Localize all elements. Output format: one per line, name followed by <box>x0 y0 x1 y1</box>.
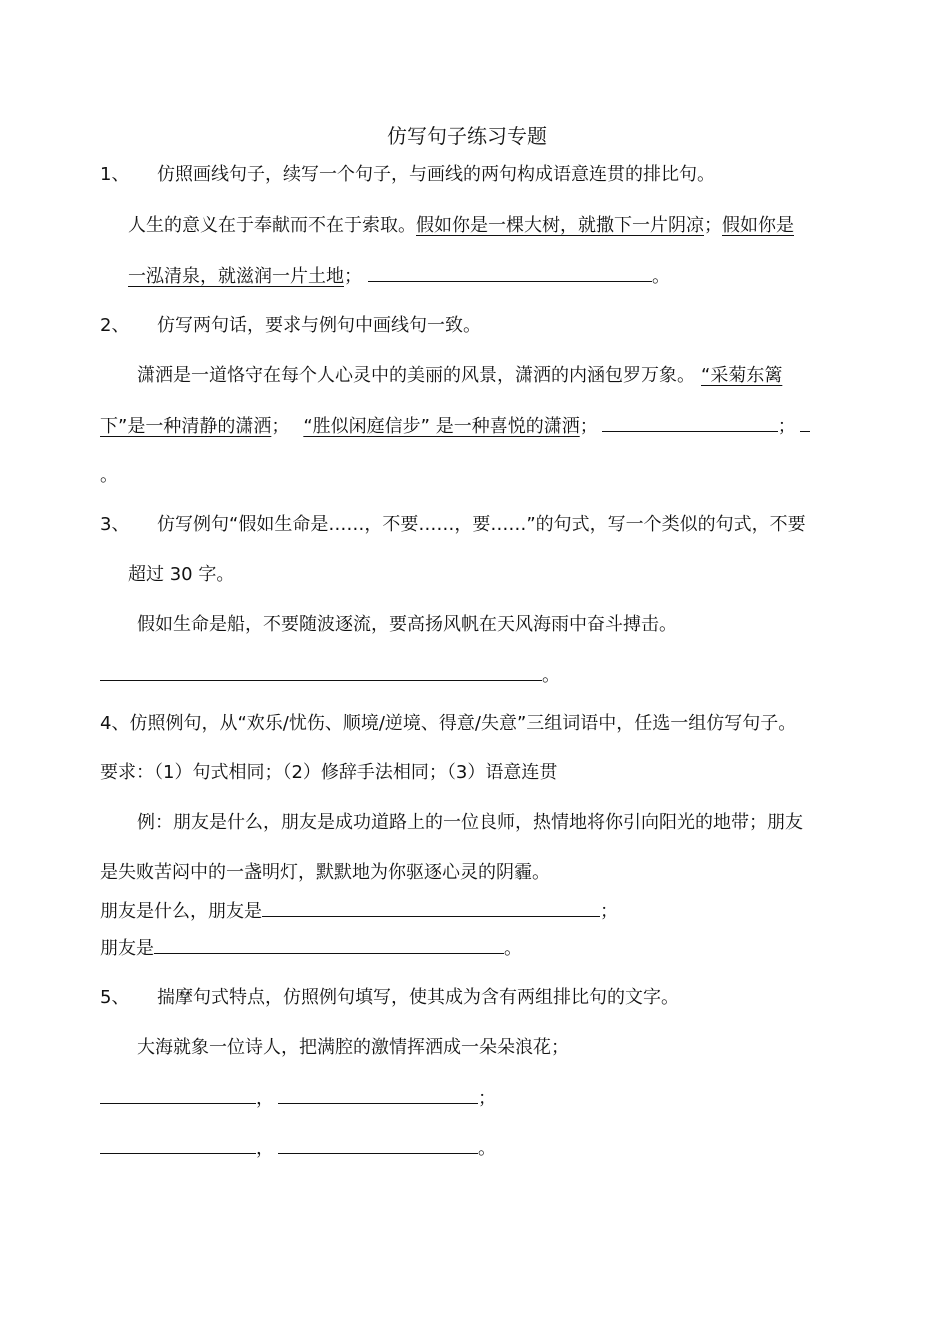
question-5-answer-line-2 <box>100 1135 496 1162</box>
question-1-separator-2: ； <box>344 266 362 287</box>
question-5-comma-1: ， <box>256 1088 274 1109</box>
question-1-number: 1、 <box>100 164 130 185</box>
question-1-text-line-2 <box>128 263 670 290</box>
question-2-answer-blank-1[interactable] <box>602 413 778 432</box>
question-4-requirements: 要求：（1）句式相同；（2）修辞手法相同；（3）语意连贯 <box>100 762 558 783</box>
question-4-answer-line-2 <box>100 935 522 962</box>
question-4-answer-1-end: ； <box>600 901 618 922</box>
question-3-answer-blank[interactable] <box>100 662 542 681</box>
question-1-prompt: 仿照画线句子，续写一个句子，与画线的两句构成语意连贯的排比句。 <box>157 164 715 185</box>
question-5-answer-line-1 <box>100 1085 496 1112</box>
question-3-end: 。 <box>542 665 560 686</box>
question-5-end: 。 <box>478 1138 496 1159</box>
question-5-comma-2: ， <box>256 1138 274 1159</box>
question-2-underline-b: “胜似闲庭信步” 是一种喜悦的潇洒 <box>303 416 580 437</box>
question-4-answer-1-prefix: 朋友是什么，朋友是 <box>100 901 262 922</box>
question-1-answer-blank[interactable] <box>368 263 652 282</box>
question-2-prompt: 仿写两句话，要求与例句中画线句一致。 <box>157 315 481 336</box>
question-1-end: 。 <box>652 266 670 287</box>
question-2-answer-blank-2[interactable] <box>800 413 810 432</box>
question-2-underline-a-part2: 下”是一种清静的潇洒 <box>100 416 272 437</box>
question-3-prompt-line-2: 超过 30 字。 <box>128 564 235 585</box>
question-2-text-line-1 <box>137 363 782 389</box>
question-5-semicolon: ； <box>478 1088 496 1109</box>
question-2-text-line-2 <box>100 413 810 440</box>
question-5-answer-blank-2b[interactable] <box>278 1135 478 1154</box>
question-5-answer-blank-2a[interactable] <box>100 1135 256 1154</box>
question-3-prompt: 仿写例句“假如生命是……，不要……，要……”的句式，写一个类似的句式，不要 <box>157 514 806 535</box>
question-1-intro: 人生的意义在于奉献而不在于索取。 <box>128 215 416 236</box>
question-5-answer-blank-1b[interactable] <box>278 1085 478 1104</box>
question-2-underline-a-part1: “采菊东篱 <box>701 365 783 386</box>
question-5-prompt: 揣摩句式特点，仿照例句填写，使其成为含有两组排比句的文字。 <box>157 987 679 1008</box>
question-3-example: 假如生命是船，不要随波逐流，要高扬风帆在天风海雨中奋斗搏击。 <box>137 614 677 635</box>
question-1-text-line-1 <box>128 213 794 239</box>
question-2-number: 2、 <box>100 315 130 336</box>
question-1-underline-a: 假如你是一棵大树，就撒下一片阴凉 <box>416 215 704 236</box>
question-2-intro: 潇洒是一道恪守在每个人心灵中的美丽的风景，潇洒的内涵包罗万象。 <box>137 365 695 386</box>
question-4-answer-line-1 <box>100 898 618 925</box>
question-4-answer-2-prefix: 朋友是 <box>100 938 154 959</box>
question-2-separator-2: ； <box>579 416 598 437</box>
question-3-answer-line <box>100 662 560 689</box>
page-title: 仿写句子练习专题 <box>387 124 547 148</box>
question-1-underline-b-part2: 一泓清泉，就滋润一片土地 <box>128 266 344 287</box>
question-5-number: 5、 <box>100 987 130 1008</box>
question-2-end: 。 <box>100 465 118 486</box>
question-1-separator: ； <box>704 215 722 236</box>
question-4-prompt: 4、仿照例句，从“欢乐/忧伤、顺境/逆境、得意/失意”三组词语中，任选一组仿写句子。 <box>100 713 797 734</box>
question-4-answer-blank-1[interactable] <box>262 898 600 917</box>
question-5-example: 大海就象一位诗人，把满腔的激情挥洒成一朵朵浪花； <box>137 1037 569 1058</box>
question-4-example-line-1: 例：朋友是什么，朋友是成功道路上的一位良师，热情地将你引向阳光的地带；朋友 <box>137 812 803 833</box>
question-1-underline-b-part1: 假如你是 <box>722 215 794 236</box>
question-4-answer-blank-2[interactable] <box>154 935 504 954</box>
question-2-separator-3: ； <box>777 416 796 437</box>
question-3-number: 3、 <box>100 514 130 535</box>
question-2-separator: ； <box>271 416 290 437</box>
question-5-answer-blank-1a[interactable] <box>100 1085 256 1104</box>
question-4-example-line-2: 是失败苦闷中的一盏明灯，默默地为你驱逐心灵的阴霾。 <box>100 862 550 883</box>
question-4-answer-2-end: 。 <box>504 938 522 959</box>
